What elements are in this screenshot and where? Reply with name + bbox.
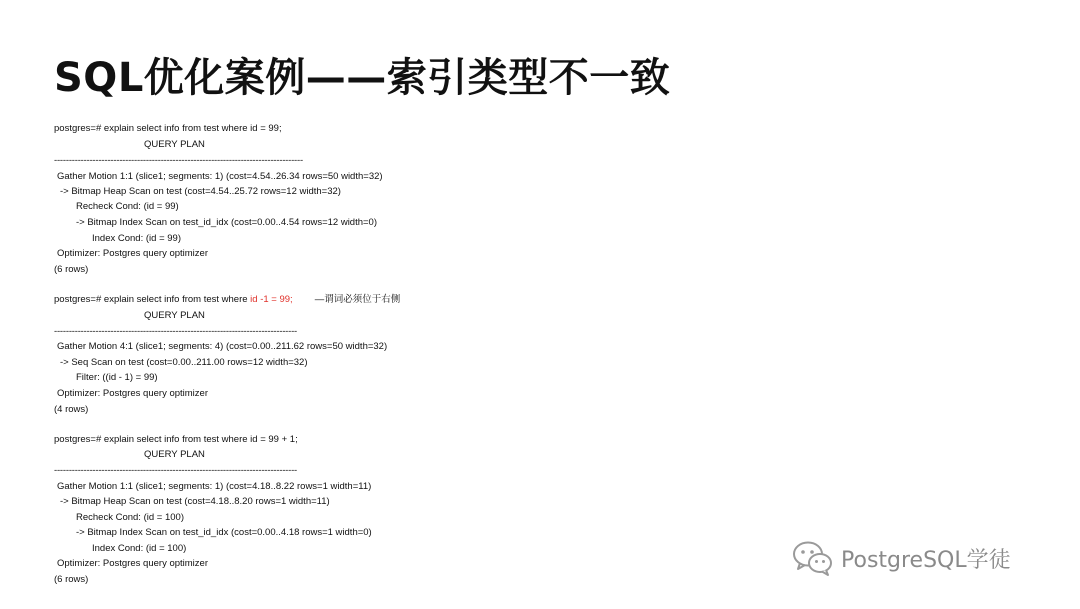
plan-line: -> Bitmap Index Scan on test_id_idx (cost=0.00..4.54 rows=12 width=0) xyxy=(76,217,378,228)
separator-line: ------------------------------------------------------------------------------------ xyxy=(54,155,303,166)
plan-line: -> Seq Scan on test (cost=0.00..211.00 rows=12 width=32) xyxy=(60,357,308,368)
plan-line: Optimizer: Postgres query optimizer xyxy=(57,388,208,399)
query-prompt xyxy=(54,293,400,307)
plan-line: Filter: ((id - 1) = 99) xyxy=(76,372,158,383)
query-plan-header: QUERY PLAN xyxy=(144,139,205,150)
row-count: (6 rows) xyxy=(54,574,89,585)
prompt-condition: id = 99 + 1; xyxy=(250,434,298,445)
plan-line: -> Bitmap Heap Scan on test (cost=4.54..25.72 rows=12 width=32) xyxy=(60,186,341,197)
plan-line: Index Cond: (id = 99) xyxy=(92,233,181,244)
plan-line: Optimizer: Postgres query optimizer xyxy=(57,248,208,259)
query-prompt xyxy=(54,122,282,136)
plan-line: Optimizer: Postgres query optimizer xyxy=(57,558,208,569)
plan-line: Gather Motion 1:1 (slice1; segments: 1) (cost=4.18..8.22 rows=1 width=11) xyxy=(57,481,372,492)
plan-line: Index Cond: (id = 100) xyxy=(92,543,187,554)
wechat-icon xyxy=(791,538,835,578)
slide-title: SQL优化案例——索引类型不一致 xyxy=(54,55,671,101)
row-count: (4 rows) xyxy=(54,404,89,415)
query-plan-header: QUERY PLAN xyxy=(144,449,205,460)
prompt-prefix: postgres=# explain select info from test where xyxy=(54,434,251,445)
prompt-condition: id = 99; xyxy=(250,123,282,134)
plan-line: Recheck Cond: (id = 100) xyxy=(76,512,184,523)
prompt-condition-highlight: id -1 = 99; xyxy=(250,294,293,305)
watermark-text: PostgreSQL学徒 xyxy=(841,547,1011,573)
plan-line: -> Bitmap Index Scan on test_id_idx (cost=0.00..4.18 rows=1 width=0) xyxy=(76,527,372,538)
prompt-prefix: postgres=# explain select info from test where xyxy=(54,123,251,134)
query-prompt xyxy=(54,433,298,447)
separator-line: ---------------------------------------------------------------------------------- xyxy=(54,465,298,476)
query-plan-header: QUERY PLAN xyxy=(144,310,205,321)
separator-line: ---------------------------------------------------------------------------------- xyxy=(54,326,298,337)
plan-line: Gather Motion 4:1 (slice1; segments: 4) (cost=0.00..211.62 rows=50 width=32) xyxy=(57,341,388,352)
watermark xyxy=(791,538,1011,578)
plan-line: Gather Motion 1:1 (slice1; segments: 1) (cost=4.54..26.34 rows=50 width=32) xyxy=(57,171,383,182)
prompt-prefix: postgres=# explain select info from test where xyxy=(54,294,251,305)
row-count: (6 rows) xyxy=(54,264,89,275)
plan-line: Recheck Cond: (id = 99) xyxy=(76,201,179,212)
annotation-note: —谓词必须位于右侧 xyxy=(314,294,401,305)
plan-line: -> Bitmap Heap Scan on test (cost=4.18..8.20 rows=1 width=11) xyxy=(60,496,330,507)
